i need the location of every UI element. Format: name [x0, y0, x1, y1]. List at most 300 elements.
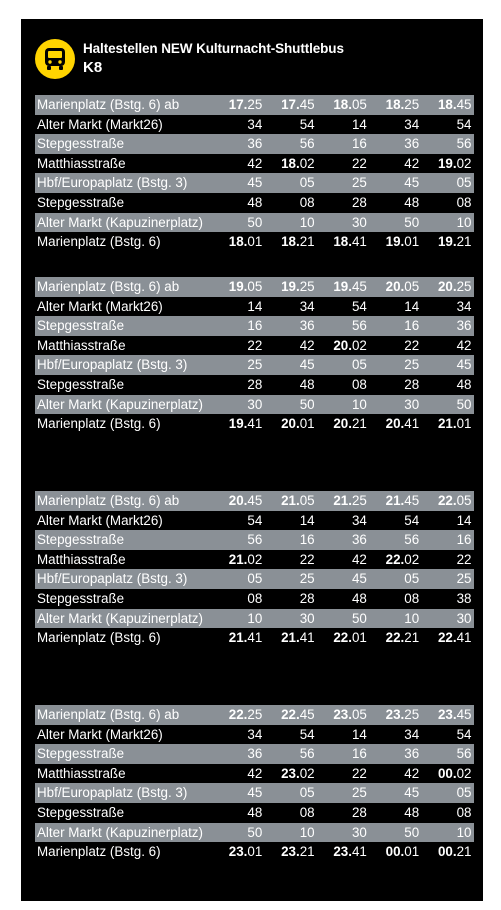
table-row [35, 628, 474, 648]
table-row [35, 550, 474, 570]
time-minute: 45 [299, 97, 315, 112]
time-minute: 16 [404, 318, 420, 334]
table-row [35, 395, 474, 415]
time-hour: 00. [385, 844, 405, 860]
time-minute: 22 [351, 765, 367, 781]
departure-time [370, 609, 422, 629]
time-hour: 20. [228, 493, 248, 508]
departure-time [213, 375, 265, 395]
time-minute: 41 [247, 630, 263, 646]
departure-time [213, 232, 265, 252]
time-minute: 54 [404, 512, 420, 528]
time-minute: 36 [351, 532, 367, 548]
departure-time [318, 744, 370, 764]
time-minute: 21 [299, 844, 315, 860]
table-row [35, 511, 474, 531]
time-minute: 02 [247, 551, 263, 567]
departure-time [422, 414, 474, 434]
table-row [35, 193, 474, 213]
time-hour: 20. [333, 337, 352, 353]
time-minute: 56 [456, 136, 472, 152]
time-minute: 14 [351, 726, 367, 742]
timetable-title: Haltestellen NEW Kulturnacht-Shuttlebus [83, 41, 344, 56]
departure-time [318, 154, 370, 174]
time-hour: 18. [385, 97, 405, 112]
time-minute: 14 [456, 512, 472, 528]
time-minute: 16 [247, 318, 263, 334]
time-hour: 22. [333, 630, 352, 646]
time-minute: 01 [456, 416, 472, 432]
timetable-block [35, 491, 474, 648]
time-minute: 01 [404, 844, 420, 860]
stop-name: Alter Markt (Kapuzinerplatz) [35, 395, 213, 415]
time-hour: 21. [333, 493, 352, 508]
time-minute: 41 [351, 234, 367, 250]
time-hour: 18. [281, 155, 300, 171]
time-minute: 42 [299, 337, 315, 353]
time-hour: 00. [437, 844, 457, 860]
time-minute: 05 [247, 571, 263, 587]
time-minute: 25 [456, 279, 472, 294]
departure-time [265, 297, 317, 317]
time-minute: 25 [404, 357, 420, 373]
time-minute: 02 [456, 765, 472, 781]
time-minute: 42 [351, 551, 367, 567]
departure-time [422, 628, 474, 648]
time-minute: 54 [299, 726, 315, 742]
time-minute: 34 [247, 726, 263, 742]
time-minute: 50 [456, 396, 472, 412]
time-minute: 21 [351, 416, 367, 432]
departure-time [265, 173, 317, 193]
time-hour: 00. [437, 765, 457, 781]
departure-time [370, 783, 422, 803]
departure-time [422, 823, 474, 843]
time-minute: 48 [404, 194, 420, 210]
table-row [35, 744, 474, 764]
time-hour: 19. [437, 234, 457, 250]
time-minute: 25 [299, 279, 315, 294]
time-minute: 45 [456, 97, 472, 112]
time-minute: 16 [299, 532, 315, 548]
time-hour: 21. [385, 493, 405, 508]
departure-time [318, 173, 370, 193]
departure-time [318, 764, 370, 784]
time-hour: 19. [281, 279, 300, 294]
time-minute: 22 [456, 551, 472, 567]
departure-time [213, 744, 265, 764]
departure-time [265, 95, 317, 115]
time-minute: 08 [299, 194, 315, 210]
time-minute: 50 [247, 824, 263, 840]
time-minute: 02 [456, 155, 472, 171]
time-minute: 01 [404, 234, 420, 250]
time-minute: 42 [404, 765, 420, 781]
time-minute: 45 [299, 357, 315, 373]
time-minute: 05 [351, 97, 367, 112]
time-minute: 14 [299, 512, 315, 528]
departure-time [318, 316, 370, 336]
time-hour: 23. [437, 707, 457, 722]
table-row [35, 491, 474, 511]
time-minute: 16 [351, 136, 367, 152]
time-minute: 22 [299, 551, 315, 567]
time-minute: 08 [299, 804, 315, 820]
time-minute: 02 [404, 551, 420, 567]
departure-time [213, 193, 265, 213]
departure-time [265, 550, 317, 570]
table-row [35, 530, 474, 550]
time-minute: 01 [299, 416, 315, 432]
table-row [35, 803, 474, 823]
timetable-block [35, 277, 474, 434]
departure-time [265, 193, 317, 213]
departure-time [370, 530, 422, 550]
stop-name: Alter Markt (Kapuzinerplatz) [35, 609, 213, 629]
time-minute: 05 [351, 357, 367, 373]
stop-name: Marienplatz (Bstg. 6) [35, 842, 213, 862]
time-minute: 25 [404, 97, 420, 112]
time-minute: 28 [404, 376, 420, 392]
time-minute: 10 [456, 214, 472, 230]
time-minute: 48 [351, 590, 367, 606]
departure-time [370, 213, 422, 233]
time-hour: 18. [228, 234, 248, 250]
time-minute: 05 [299, 785, 315, 801]
time-minute: 25 [404, 707, 420, 722]
time-minute: 05 [456, 493, 472, 508]
stop-name: Marienplatz (Bstg. 6) [35, 232, 213, 252]
time-minute: 56 [299, 136, 315, 152]
time-hour: 20. [333, 416, 352, 432]
stop-name: Matthiasstraße [35, 764, 213, 784]
time-minute: 42 [404, 155, 420, 171]
time-minute: 10 [247, 610, 263, 626]
table-row [35, 213, 474, 233]
stop-name: Marienplatz (Bstg. 6) ab [35, 277, 213, 297]
table-row [35, 764, 474, 784]
time-minute: 36 [456, 318, 472, 334]
departure-time [318, 414, 370, 434]
stop-name: Stepgesstraße [35, 134, 213, 154]
time-minute: 41 [351, 844, 367, 860]
departure-time [213, 395, 265, 415]
departure-time [213, 803, 265, 823]
time-hour: 19. [228, 416, 248, 432]
time-minute: 01 [351, 630, 367, 646]
departure-time [213, 842, 265, 862]
time-minute: 34 [404, 726, 420, 742]
time-minute: 21 [456, 844, 472, 860]
table-row [35, 783, 474, 803]
time-minute: 25 [247, 707, 263, 722]
departure-time [370, 803, 422, 823]
time-minute: 30 [247, 396, 263, 412]
time-hour: 22. [385, 630, 405, 646]
time-hour: 21. [281, 630, 300, 646]
departure-time [422, 316, 474, 336]
departure-time [422, 134, 474, 154]
departure-time [265, 628, 317, 648]
departure-time [318, 783, 370, 803]
departure-time [265, 823, 317, 843]
time-minute: 01 [247, 234, 263, 250]
table-row [35, 609, 474, 629]
departure-time [213, 336, 265, 356]
time-hour: 18. [281, 234, 300, 250]
time-minute: 48 [456, 376, 472, 392]
timetable-board [20, 18, 484, 902]
time-minute: 30 [351, 824, 367, 840]
departure-time [213, 609, 265, 629]
time-minute: 36 [247, 136, 263, 152]
departure-time [370, 705, 422, 725]
time-minute: 02 [299, 155, 315, 171]
departure-time [213, 589, 265, 609]
departure-time [213, 569, 265, 589]
time-minute: 41 [247, 416, 263, 432]
time-minute: 08 [404, 590, 420, 606]
time-hour: 19. [385, 234, 405, 250]
stop-name: Matthiasstraße [35, 550, 213, 570]
departure-time [370, 823, 422, 843]
time-minute: 05 [456, 785, 472, 801]
timetable-block [35, 95, 474, 252]
time-minute: 54 [299, 116, 315, 132]
departure-time [422, 569, 474, 589]
stop-name: Marienplatz (Bstg. 6) [35, 414, 213, 434]
time-minute: 48 [404, 804, 420, 820]
time-minute: 10 [351, 396, 367, 412]
departure-time [370, 193, 422, 213]
time-minute: 42 [456, 337, 472, 353]
time-minute: 21 [299, 234, 315, 250]
departure-time [370, 589, 422, 609]
departure-time [213, 414, 265, 434]
departure-time [265, 609, 317, 629]
time-minute: 50 [404, 824, 420, 840]
departure-time [265, 803, 317, 823]
departure-time [213, 783, 265, 803]
time-hour: 22. [385, 551, 405, 567]
departure-time [265, 154, 317, 174]
stop-name: Hbf/Europaplatz (Bstg. 3) [35, 783, 213, 803]
time-minute: 48 [247, 194, 263, 210]
departure-time [213, 355, 265, 375]
departure-time [422, 336, 474, 356]
stop-name: Stepgesstraße [35, 375, 213, 395]
table-row [35, 134, 474, 154]
departure-time [318, 134, 370, 154]
departure-time [422, 530, 474, 550]
time-minute: 14 [247, 298, 263, 314]
departure-time [370, 744, 422, 764]
time-minute: 45 [247, 175, 263, 191]
time-hour: 20. [385, 416, 405, 432]
time-minute: 34 [404, 116, 420, 132]
time-minute: 45 [404, 785, 420, 801]
time-minute: 30 [404, 396, 420, 412]
departure-time [213, 173, 265, 193]
time-minute: 34 [351, 512, 367, 528]
stop-name: Marienplatz (Bstg. 6) ab [35, 705, 213, 725]
time-minute: 50 [351, 610, 367, 626]
departure-time [422, 491, 474, 511]
stop-name: Stepgesstraße [35, 530, 213, 550]
departure-time [318, 628, 370, 648]
departure-time [422, 764, 474, 784]
departure-time [370, 491, 422, 511]
departure-time [213, 297, 265, 317]
departure-time [265, 705, 317, 725]
departure-time [370, 115, 422, 135]
departure-time [265, 783, 317, 803]
departure-time [370, 569, 422, 589]
table-row [35, 173, 474, 193]
time-hour: 21. [281, 493, 300, 508]
time-minute: 08 [456, 194, 472, 210]
timetable-header [35, 39, 475, 103]
departure-time [265, 725, 317, 745]
table-row [35, 725, 474, 745]
time-hour: 20. [385, 279, 405, 294]
time-minute: 42 [247, 765, 263, 781]
time-minute: 05 [299, 175, 315, 191]
stop-name: Alter Markt (Markt26) [35, 297, 213, 317]
departure-time [213, 134, 265, 154]
table-row [35, 375, 474, 395]
time-minute: 41 [404, 416, 420, 432]
time-minute: 48 [299, 376, 315, 392]
stop-name: Hbf/Europaplatz (Bstg. 3) [35, 569, 213, 589]
departure-time [370, 297, 422, 317]
time-minute: 36 [404, 136, 420, 152]
table-row [35, 232, 474, 252]
departure-time [265, 589, 317, 609]
time-minute: 42 [247, 155, 263, 171]
time-minute: 36 [404, 746, 420, 762]
stop-name: Matthiasstraße [35, 336, 213, 356]
time-minute: 45 [351, 279, 367, 294]
departure-time [370, 355, 422, 375]
time-minute: 45 [247, 493, 263, 508]
time-minute: 28 [299, 590, 315, 606]
time-minute: 05 [456, 175, 472, 191]
time-minute: 28 [351, 194, 367, 210]
departure-time [370, 277, 422, 297]
departure-time [370, 550, 422, 570]
time-minute: 25 [351, 785, 367, 801]
table-row [35, 705, 474, 725]
time-hour: 23. [385, 707, 405, 722]
table-row [35, 336, 474, 356]
departure-time [265, 232, 317, 252]
departure-time [265, 744, 317, 764]
departure-time [422, 725, 474, 745]
stop-name: Stepgesstraße [35, 744, 213, 764]
departure-time [422, 115, 474, 135]
departure-time [318, 550, 370, 570]
time-minute: 54 [247, 512, 263, 528]
time-minute: 30 [351, 214, 367, 230]
time-minute: 25 [247, 357, 263, 373]
departure-time [265, 213, 317, 233]
time-minute: 08 [247, 590, 263, 606]
time-minute: 36 [247, 746, 263, 762]
departure-time [265, 511, 317, 531]
time-minute: 30 [299, 610, 315, 626]
departure-time [318, 395, 370, 415]
stop-name: Stepgesstraße [35, 589, 213, 609]
departure-time [213, 491, 265, 511]
departure-time [213, 550, 265, 570]
departure-time [213, 213, 265, 233]
departure-time [370, 414, 422, 434]
departure-time [370, 336, 422, 356]
time-minute: 56 [247, 532, 263, 548]
departure-time [318, 336, 370, 356]
departure-time [213, 277, 265, 297]
departure-time [422, 232, 474, 252]
time-minute: 22 [247, 337, 263, 353]
time-hour: 17. [281, 97, 300, 112]
time-minute: 21 [404, 630, 420, 646]
departure-time [422, 550, 474, 570]
time-minute: 02 [299, 765, 315, 781]
time-minute: 28 [247, 376, 263, 392]
departure-time [370, 764, 422, 784]
departure-time [318, 589, 370, 609]
time-minute: 28 [351, 804, 367, 820]
time-minute: 22 [404, 337, 420, 353]
time-minute: 05 [404, 279, 420, 294]
stop-name: Alter Markt (Markt26) [35, 511, 213, 531]
time-minute: 16 [456, 532, 472, 548]
table-row [35, 842, 474, 862]
time-minute: 05 [299, 493, 315, 508]
departure-time [213, 511, 265, 531]
time-hour: 19. [333, 279, 352, 294]
time-minute: 45 [456, 357, 472, 373]
departure-time [318, 277, 370, 297]
table-row [35, 297, 474, 317]
bus-icon [35, 39, 75, 79]
stop-name: Alter Markt (Markt26) [35, 115, 213, 135]
departure-time [318, 232, 370, 252]
time-hour: 22. [228, 707, 248, 722]
time-minute: 08 [456, 804, 472, 820]
departure-time [265, 375, 317, 395]
stop-name: Alter Markt (Kapuzinerplatz) [35, 213, 213, 233]
time-minute: 54 [351, 298, 367, 314]
time-minute: 54 [456, 116, 472, 132]
table-row [35, 154, 474, 174]
time-minute: 25 [247, 97, 263, 112]
time-hour: 23. [281, 844, 300, 860]
departure-time [422, 395, 474, 415]
stop-name: Stepgesstraße [35, 803, 213, 823]
departure-time [318, 297, 370, 317]
departure-time [422, 193, 474, 213]
departure-time [422, 173, 474, 193]
stop-name: Matthiasstraße [35, 154, 213, 174]
departure-time [213, 316, 265, 336]
departure-time [370, 134, 422, 154]
time-minute: 34 [456, 298, 472, 314]
departure-time [318, 842, 370, 862]
departure-time [422, 589, 474, 609]
departure-time [370, 628, 422, 648]
